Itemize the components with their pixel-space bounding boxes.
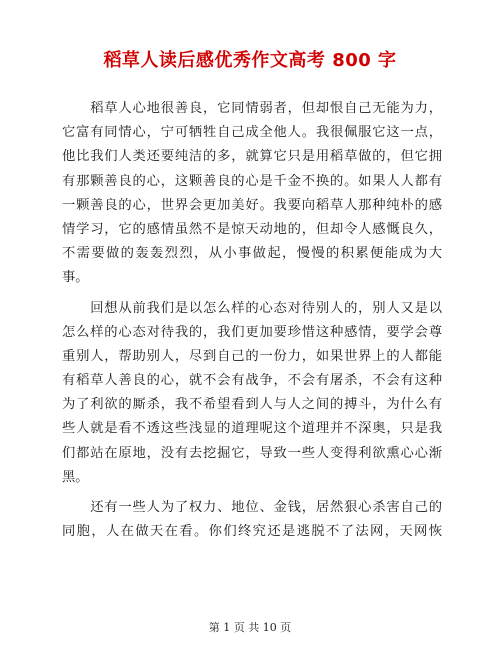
text-line: 事。 — [62, 270, 89, 286]
text-line: 有稻草人善良的心，就不会有战争，不会有屠杀，不会有这种 — [62, 373, 442, 389]
text-line: 有那颗善良的心，这颗善良的心是千金不换的。如果人人都有 — [62, 173, 442, 189]
paragraph-3 — [62, 496, 442, 544]
text-line: 同胞，人在做天在看。你们终究还是逃脱不了法网，天网恢 — [62, 524, 442, 540]
paragraph-2 — [62, 297, 442, 491]
paragraph-1 — [62, 97, 442, 291]
text-line: 一颗善良的心，世界会更加美好。我要向稻草人那种纯朴的感 — [62, 197, 442, 213]
text-line: 黑。 — [62, 469, 89, 485]
text-line: 怎么样的心态对待我的，我们更加要珍惜这种感情，要学会尊 — [62, 324, 442, 340]
text-line: 为了利欲的厮杀，我不希望看到人与人之间的搏斗，为什么有 — [62, 397, 442, 413]
text-line: 重别人，帮助别人，尽到自己的一份力，如果世界上的人都能 — [62, 348, 442, 364]
text-line: 它富有同情心，宁可牺牲自己成全他人。我很佩服它这一点， — [62, 125, 442, 141]
text-line: 情学习，它的感情虽然不是惊天动地的，但却令人感慨良久， — [62, 221, 442, 237]
text-line: 他比我们人类还要纯洁的多，就算它只是用稻草做的，但它拥 — [62, 149, 442, 165]
text-line: 们都站在原地，没有去挖掘它，导致一些人变得利欲熏心心渐 — [62, 445, 442, 461]
text-line: 稻草人心地很善良，它同情弱者，但却恨自己无能为力， — [62, 101, 442, 116]
page-footer: 第 1 页 共 10 页 — [208, 621, 292, 634]
document-title: 稻草人读后感优秀作文高考 800 字 — [103, 50, 397, 71]
document-body — [62, 97, 442, 544]
text-line: 还有一些人为了权力、地位、金钱，居然狠心杀害自己的 — [62, 500, 442, 515]
text-line: 不需要做的轰轰烈烈，从小事做起，慢慢的积累便能成为大 — [62, 246, 442, 262]
text-line: 回想从前我们是以怎么样的心态对待别人的，别人又是以 — [62, 300, 442, 316]
text-line: 些人就是看不透这些浅显的道理呢这个道理并不深奥，只是我 — [62, 421, 442, 437]
